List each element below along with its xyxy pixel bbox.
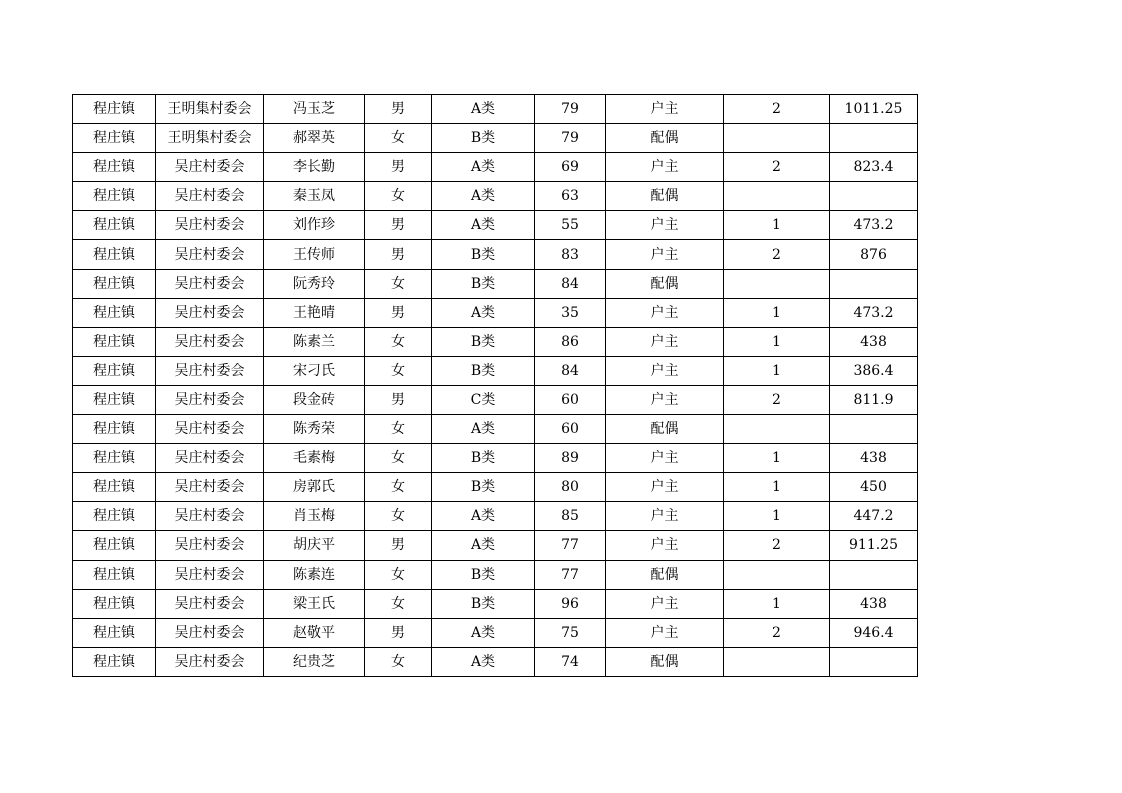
cell-relation: 户主 xyxy=(606,211,724,240)
cell-village: 吴庄村委会 xyxy=(156,415,264,444)
cell-category: B类 xyxy=(432,444,535,473)
cell-household-size: 2 xyxy=(724,95,830,124)
table-row xyxy=(73,647,918,676)
cell-village: 吴庄村委会 xyxy=(156,153,264,182)
cell-town: 程庄镇 xyxy=(73,327,156,356)
cell-age: 77 xyxy=(535,531,606,560)
cell-name: 赵敬平 xyxy=(264,618,365,647)
cell-village: 吴庄村委会 xyxy=(156,444,264,473)
cell-amount: 823.4 xyxy=(830,153,918,182)
cell-gender: 女 xyxy=(365,124,432,153)
cell-gender: 男 xyxy=(365,153,432,182)
cell-relation: 户主 xyxy=(606,473,724,502)
cell-category: A类 xyxy=(432,211,535,240)
cell-relation: 配偶 xyxy=(606,560,724,589)
cell-relation: 户主 xyxy=(606,327,724,356)
table-row xyxy=(73,269,918,298)
table-row xyxy=(73,153,918,182)
cell-town: 程庄镇 xyxy=(73,153,156,182)
cell-age: 80 xyxy=(535,473,606,502)
cell-relation: 户主 xyxy=(606,153,724,182)
cell-age: 60 xyxy=(535,415,606,444)
cell-household-size: 1 xyxy=(724,211,830,240)
cell-household-size: 1 xyxy=(724,298,830,327)
cell-age: 35 xyxy=(535,298,606,327)
cell-category: A类 xyxy=(432,502,535,531)
cell-amount: 438 xyxy=(830,589,918,618)
cell-age: 60 xyxy=(535,385,606,414)
cell-household-size: 1 xyxy=(724,502,830,531)
cell-town: 程庄镇 xyxy=(73,473,156,502)
cell-age: 69 xyxy=(535,153,606,182)
cell-category: C类 xyxy=(432,385,535,414)
cell-gender: 男 xyxy=(365,211,432,240)
cell-age: 89 xyxy=(535,444,606,473)
cell-amount xyxy=(830,647,918,676)
cell-amount: 876 xyxy=(830,240,918,269)
cell-gender: 男 xyxy=(365,385,432,414)
cell-town: 程庄镇 xyxy=(73,298,156,327)
cell-category: A类 xyxy=(432,298,535,327)
cell-name: 肖玉梅 xyxy=(264,502,365,531)
cell-amount: 438 xyxy=(830,444,918,473)
cell-household-size: 1 xyxy=(724,356,830,385)
cell-category: A类 xyxy=(432,95,535,124)
cell-town: 程庄镇 xyxy=(73,444,156,473)
table-row xyxy=(73,298,918,327)
cell-village: 王明集村委会 xyxy=(156,124,264,153)
cell-category: B类 xyxy=(432,327,535,356)
cell-name: 纪贵芝 xyxy=(264,647,365,676)
cell-relation: 户主 xyxy=(606,298,724,327)
cell-gender: 女 xyxy=(365,356,432,385)
table-row xyxy=(73,211,918,240)
cell-category: B类 xyxy=(432,240,535,269)
cell-household-size: 1 xyxy=(724,327,830,356)
cell-household-size xyxy=(724,415,830,444)
cell-category: A类 xyxy=(432,618,535,647)
cell-town: 程庄镇 xyxy=(73,95,156,124)
cell-village: 吴庄村委会 xyxy=(156,240,264,269)
cell-gender: 女 xyxy=(365,560,432,589)
table-row xyxy=(73,182,918,211)
cell-gender: 男 xyxy=(365,95,432,124)
cell-age: 85 xyxy=(535,502,606,531)
cell-name: 毛素梅 xyxy=(264,444,365,473)
cell-town: 程庄镇 xyxy=(73,356,156,385)
cell-age: 74 xyxy=(535,647,606,676)
cell-gender: 女 xyxy=(365,327,432,356)
cell-category: B类 xyxy=(432,124,535,153)
cell-amount: 438 xyxy=(830,327,918,356)
cell-name: 胡庆平 xyxy=(264,531,365,560)
cell-relation: 配偶 xyxy=(606,269,724,298)
cell-village: 吴庄村委会 xyxy=(156,269,264,298)
cell-age: 77 xyxy=(535,560,606,589)
cell-age: 84 xyxy=(535,269,606,298)
cell-age: 55 xyxy=(535,211,606,240)
cell-gender: 男 xyxy=(365,298,432,327)
cell-town: 程庄镇 xyxy=(73,531,156,560)
cell-name: 阮秀玲 xyxy=(264,269,365,298)
table-row xyxy=(73,560,918,589)
cell-relation: 户主 xyxy=(606,356,724,385)
cell-village: 吴庄村委会 xyxy=(156,298,264,327)
cell-household-size xyxy=(724,269,830,298)
cell-gender: 男 xyxy=(365,618,432,647)
cell-name: 梁王氏 xyxy=(264,589,365,618)
cell-amount: 946.4 xyxy=(830,618,918,647)
cell-town: 程庄镇 xyxy=(73,240,156,269)
cell-name: 陈素兰 xyxy=(264,327,365,356)
cell-household-size: 2 xyxy=(724,240,830,269)
table-row xyxy=(73,531,918,560)
cell-relation: 户主 xyxy=(606,531,724,560)
cell-name: 郝翠英 xyxy=(264,124,365,153)
cell-village: 吴庄村委会 xyxy=(156,473,264,502)
cell-village: 吴庄村委会 xyxy=(156,560,264,589)
cell-town: 程庄镇 xyxy=(73,269,156,298)
cell-name: 李长勤 xyxy=(264,153,365,182)
table-row xyxy=(73,124,918,153)
cell-village: 吴庄村委会 xyxy=(156,211,264,240)
cell-town: 程庄镇 xyxy=(73,415,156,444)
cell-category: B类 xyxy=(432,589,535,618)
cell-name: 段金砖 xyxy=(264,385,365,414)
cell-town: 程庄镇 xyxy=(73,182,156,211)
cell-gender: 女 xyxy=(365,589,432,618)
cell-amount xyxy=(830,182,918,211)
cell-household-size: 2 xyxy=(724,385,830,414)
cell-gender: 女 xyxy=(365,647,432,676)
cell-relation: 配偶 xyxy=(606,647,724,676)
cell-age: 79 xyxy=(535,124,606,153)
cell-village: 吴庄村委会 xyxy=(156,502,264,531)
cell-name: 陈素连 xyxy=(264,560,365,589)
cell-age: 86 xyxy=(535,327,606,356)
cell-household-size: 1 xyxy=(724,473,830,502)
cell-age: 63 xyxy=(535,182,606,211)
cell-gender: 女 xyxy=(365,473,432,502)
cell-relation: 配偶 xyxy=(606,415,724,444)
table-row xyxy=(73,327,918,356)
cell-relation: 配偶 xyxy=(606,182,724,211)
cell-age: 96 xyxy=(535,589,606,618)
cell-age: 75 xyxy=(535,618,606,647)
cell-category: B类 xyxy=(432,473,535,502)
cell-household-size xyxy=(724,647,830,676)
table-row xyxy=(73,240,918,269)
cell-household-size xyxy=(724,124,830,153)
cell-town: 程庄镇 xyxy=(73,589,156,618)
cell-amount xyxy=(830,124,918,153)
cell-village: 吴庄村委会 xyxy=(156,182,264,211)
table-body xyxy=(73,95,918,677)
cell-village: 吴庄村委会 xyxy=(156,647,264,676)
cell-relation: 配偶 xyxy=(606,124,724,153)
cell-household-size xyxy=(724,560,830,589)
table-row xyxy=(73,473,918,502)
table-row xyxy=(73,444,918,473)
cell-age: 79 xyxy=(535,95,606,124)
cell-category: A类 xyxy=(432,153,535,182)
cell-category: A类 xyxy=(432,531,535,560)
cell-amount xyxy=(830,269,918,298)
cell-age: 84 xyxy=(535,356,606,385)
cell-category: A类 xyxy=(432,182,535,211)
cell-category: A类 xyxy=(432,415,535,444)
cell-relation: 户主 xyxy=(606,444,724,473)
cell-amount: 386.4 xyxy=(830,356,918,385)
cell-amount: 473.2 xyxy=(830,298,918,327)
cell-name: 冯玉芝 xyxy=(264,95,365,124)
cell-relation: 户主 xyxy=(606,95,724,124)
cell-category: A类 xyxy=(432,647,535,676)
table-row xyxy=(73,356,918,385)
cell-town: 程庄镇 xyxy=(73,385,156,414)
cell-category: B类 xyxy=(432,269,535,298)
cell-name: 房郭氏 xyxy=(264,473,365,502)
cell-amount: 1011.25 xyxy=(830,95,918,124)
cell-amount: 811.9 xyxy=(830,385,918,414)
cell-gender: 女 xyxy=(365,502,432,531)
cell-household-size: 2 xyxy=(724,153,830,182)
cell-relation: 户主 xyxy=(606,502,724,531)
cell-village: 王明集村委会 xyxy=(156,95,264,124)
table-row xyxy=(73,385,918,414)
cell-village: 吴庄村委会 xyxy=(156,531,264,560)
cell-village: 吴庄村委会 xyxy=(156,385,264,414)
cell-relation: 户主 xyxy=(606,618,724,647)
cell-household-size: 1 xyxy=(724,589,830,618)
cell-relation: 户主 xyxy=(606,589,724,618)
cell-name: 宋刁氏 xyxy=(264,356,365,385)
table-row xyxy=(73,95,918,124)
cell-gender: 男 xyxy=(365,531,432,560)
cell-amount: 450 xyxy=(830,473,918,502)
cell-household-size: 2 xyxy=(724,618,830,647)
cell-amount: 911.25 xyxy=(830,531,918,560)
cell-household-size xyxy=(724,182,830,211)
cell-amount xyxy=(830,415,918,444)
cell-gender: 男 xyxy=(365,240,432,269)
cell-gender: 女 xyxy=(365,182,432,211)
cell-category: B类 xyxy=(432,560,535,589)
table-row xyxy=(73,415,918,444)
data-table xyxy=(72,94,918,677)
table-row xyxy=(73,618,918,647)
cell-household-size: 1 xyxy=(724,444,830,473)
cell-town: 程庄镇 xyxy=(73,124,156,153)
cell-gender: 女 xyxy=(365,269,432,298)
cell-amount: 473.2 xyxy=(830,211,918,240)
cell-amount: 447.2 xyxy=(830,502,918,531)
cell-relation: 户主 xyxy=(606,240,724,269)
cell-relation: 户主 xyxy=(606,385,724,414)
cell-name: 秦玉凤 xyxy=(264,182,365,211)
cell-name: 刘作珍 xyxy=(264,211,365,240)
cell-category: B类 xyxy=(432,356,535,385)
cell-gender: 女 xyxy=(365,444,432,473)
cell-town: 程庄镇 xyxy=(73,618,156,647)
cell-village: 吴庄村委会 xyxy=(156,589,264,618)
cell-town: 程庄镇 xyxy=(73,647,156,676)
cell-household-size: 2 xyxy=(724,531,830,560)
cell-age: 83 xyxy=(535,240,606,269)
cell-gender: 女 xyxy=(365,415,432,444)
cell-name: 陈秀荣 xyxy=(264,415,365,444)
cell-village: 吴庄村委会 xyxy=(156,327,264,356)
cell-village: 吴庄村委会 xyxy=(156,356,264,385)
cell-amount xyxy=(830,560,918,589)
cell-name: 王传师 xyxy=(264,240,365,269)
table-row xyxy=(73,502,918,531)
cell-name: 王艳晴 xyxy=(264,298,365,327)
table-row xyxy=(73,589,918,618)
cell-town: 程庄镇 xyxy=(73,211,156,240)
cell-town: 程庄镇 xyxy=(73,560,156,589)
cell-village: 吴庄村委会 xyxy=(156,618,264,647)
cell-town: 程庄镇 xyxy=(73,502,156,531)
